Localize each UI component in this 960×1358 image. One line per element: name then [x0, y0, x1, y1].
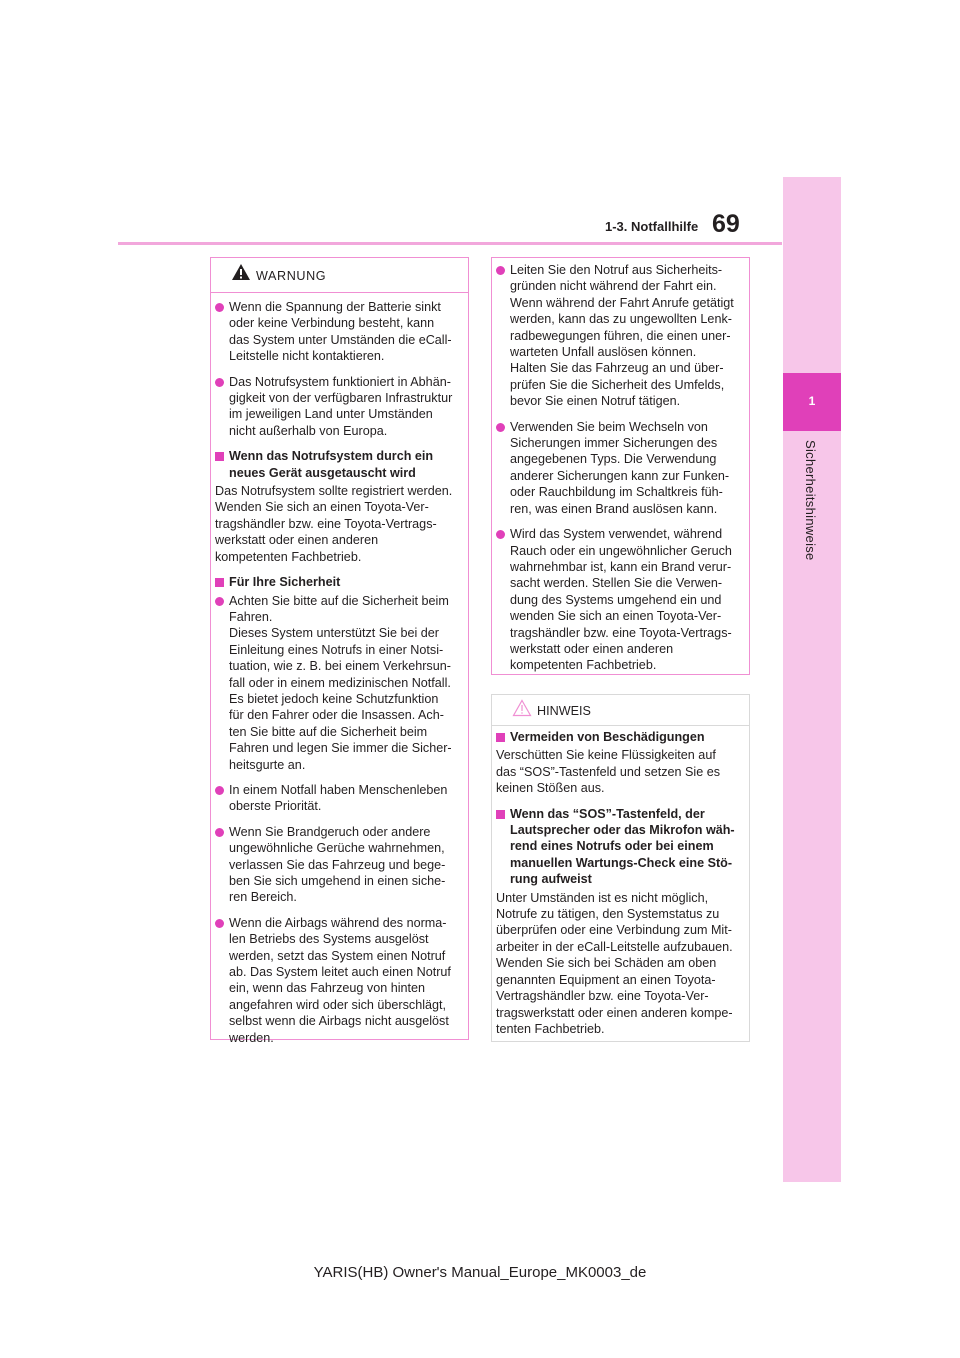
- page-number: 69: [712, 210, 740, 238]
- text-line: selbst wenn die Airbags nicht ausgelöst: [229, 1014, 449, 1029]
- bullet-dot: [496, 423, 505, 432]
- bullet-item: [496, 262, 737, 410]
- text-line: Wenn während der Fahrt Anrufe getätigt: [510, 295, 734, 310]
- bullet-item: [215, 915, 456, 1046]
- text-line: heitsgurte an.: [229, 757, 306, 772]
- text-line: Vermeiden von Beschädigungen: [510, 730, 705, 744]
- text-line: rend eines Notrufs oder bei einem: [510, 839, 714, 854]
- bullet-dot: [215, 597, 224, 606]
- bullet-dot: [215, 919, 224, 928]
- text-line: prüfen Sie die Sicherheit des Umfelds,: [510, 377, 725, 392]
- bullet-item: [496, 419, 737, 517]
- warning-triangle-icon: [231, 263, 251, 281]
- text-line: verlassen Sie das Fahrzeug und bege-: [229, 857, 446, 872]
- bullet-dot: [215, 786, 224, 795]
- text-line: Es bietet jedoch keine Schutzfunktion: [229, 691, 439, 706]
- text-line: tragshändler bzw. eine Toyota-Vertrags-: [510, 625, 732, 640]
- text-line: Einleitung eines Notrufs in einer Notsi-: [229, 642, 444, 657]
- text-line: Fahren.: [229, 609, 273, 624]
- text-line: Wenden Sie sich an einen Toyota-Ver-: [215, 500, 429, 515]
- text-line: überprüfen oder eine Verbindung zum Mit-: [496, 923, 732, 938]
- warning-box-content: [211, 293, 468, 1046]
- section-title: 1-3. Notfallhilfe: [605, 219, 699, 234]
- text-line: Für Ihre Sicherheit: [229, 575, 341, 590]
- warning-box-title: WARNUNG: [256, 269, 327, 283]
- square-marker: [496, 733, 505, 742]
- text-line: oder keine Verbindung besteht, kann: [229, 316, 435, 331]
- text-line: Notrufe zu tätigen, den Systemstatus zu: [496, 907, 720, 922]
- warning-box-continued: [491, 257, 750, 675]
- warning-box-continued-content: [492, 258, 749, 674]
- text-line: Achten Sie bitte auf die Sicherheit beim: [229, 593, 449, 608]
- bullet-item: [496, 526, 737, 674]
- square-marker: [496, 810, 505, 819]
- text-line: len Betriebs des Systems ausgelöst: [229, 932, 429, 947]
- text-line: Lautsprecher oder das Mikrofon wäh-: [510, 823, 735, 838]
- text-line: rung aufweist: [510, 872, 592, 887]
- chapter-title: Sicherheitshinweise: [803, 440, 818, 561]
- text-line: sacht werden. Stellen Sie die Verwen-: [510, 576, 723, 591]
- text-line: neues Gerät ausgetauscht wird: [229, 465, 416, 480]
- text-line: bevor Sie einen Notruf tätigen.: [510, 394, 681, 409]
- warning-box: [210, 257, 469, 1045]
- bullet-item: [215, 824, 456, 906]
- text-line: keinen Stößen aus.: [496, 781, 605, 796]
- bullet-item: [215, 374, 456, 440]
- chapter-number: 1: [808, 394, 816, 408]
- footer-text: YARIS(HB) Owner's Manual_Europe_MK0003_de: [313, 1264, 647, 1281]
- text-line: ben Sie sich umgehend in einen siche-: [229, 874, 446, 888]
- text-line: tenten Fachbetrieb.: [496, 1021, 605, 1036]
- text-line: das “SOS”-Tastenfeld und setzen Sie es: [496, 764, 721, 779]
- text-line: werden, setzt das System einen Notruf: [229, 948, 446, 963]
- section-heading: [215, 574, 456, 590]
- text-line: kompetenten Fachbetrieb.: [215, 549, 362, 564]
- notice-box-content: [492, 726, 749, 1037]
- bullet-dot: [215, 378, 224, 387]
- text-line: Verschütten Sie keine Flüssigkeiten auf: [496, 748, 716, 763]
- bullet-dot: [496, 266, 505, 275]
- text-line: tragshändler bzw. eine Toyota-Vertrags-: [215, 516, 437, 531]
- side-tab: [783, 177, 841, 1182]
- section-paragraph: [496, 890, 737, 1038]
- text-line: tragswerkstatt oder einen anderen kompe-: [496, 1005, 733, 1020]
- text-line: Halten Sie das Fahrzeug an und über-: [510, 361, 724, 376]
- section-paragraph: [496, 747, 737, 796]
- header-rule: [118, 242, 782, 245]
- text-line: Dieses System unterstützt Sie bei der: [229, 626, 439, 641]
- warning-box-header: [211, 258, 468, 293]
- text-line: wahrnehmbar ist, kann ein Brand verur-: [510, 559, 732, 574]
- text-line: Verwenden Sie beim Wechseln von: [510, 419, 708, 434]
- notice-box-header: [492, 695, 749, 726]
- text-line: radbewegungen führen, die einen uner-: [510, 328, 731, 343]
- text-line: Das Notrufsystem funktioniert in Abhän-: [229, 374, 451, 389]
- text-line: ungewöhnliche Gerüche wahrnehmen,: [229, 841, 445, 856]
- square-marker: [215, 452, 224, 461]
- bullet-dot: [215, 303, 224, 312]
- notice-box-title: HINWEIS: [537, 704, 591, 718]
- text-line: Rauch oder ein ungewöhnlicher Geruch: [510, 543, 732, 558]
- section-heading: [496, 806, 737, 888]
- text-line: nicht außerhalb von Europa.: [229, 423, 388, 438]
- text-line: anderer Sicherungen kann zur Funken-: [510, 468, 730, 483]
- text-line: ren Bereich.: [229, 890, 297, 905]
- text-line: Das Notrufsystem sollte registriert werden.: [215, 484, 453, 499]
- text-line: Fahren und legen Sie immer die Sicher-: [229, 741, 452, 756]
- text-line: warteten Unfall auslösen können.: [510, 345, 697, 360]
- text-line: tuation, wie z. B. bei einem Verkehrsun-: [229, 659, 451, 674]
- caution-triangle-icon: [512, 699, 532, 717]
- bullet-item: [215, 593, 456, 773]
- text-line: Wenn die Spannung der Batterie sinkt: [229, 300, 441, 314]
- text-line: Unter Umständen ist es nicht möglich,: [496, 890, 709, 905]
- text-line: ren, was einen Brand auslösen kann.: [510, 501, 718, 516]
- text-line: werden.: [229, 1030, 274, 1045]
- text-line: manuellen Wartungs-Check eine Stö-: [510, 855, 733, 870]
- text-line: Wenn das Notrufsystem durch ein: [229, 449, 434, 464]
- text-line: Wenn die Airbags während des norma-: [229, 915, 447, 930]
- text-line: kompetenten Fachbetrieb.: [510, 658, 657, 673]
- text-line: ten Sie bitte auf die Sicherheit beim: [229, 724, 428, 739]
- bullet-item: [215, 299, 456, 365]
- section-paragraph: [215, 483, 456, 565]
- text-line: Leiten Sie den Notruf aus Sicherheits-: [510, 263, 723, 277]
- text-line: In einem Notfall haben Menschenleben: [229, 782, 448, 797]
- text-line: werden, kann das zu ungewollten Lenk-: [510, 312, 732, 327]
- text-line: angefahren wird oder sich überschlägt,: [229, 997, 447, 1012]
- text-line: Sicherungen immer Sicherungen des: [510, 436, 718, 451]
- text-line: das System unter Umständen die eCall-: [229, 332, 452, 347]
- text-line: arbeiter in der eCall-Leitstelle aufzubauen.: [496, 939, 733, 954]
- text-line: oder Rauchbildung im Schaltkreis füh-: [510, 485, 723, 500]
- text-line: genannten Equipment an einen Toyota-: [496, 972, 716, 987]
- text-line: Wenn Sie Brandgeruch oder andere: [229, 824, 431, 839]
- text-line: im jeweiligen Land unter Umständen: [229, 407, 433, 422]
- bullet-dot: [496, 530, 505, 539]
- text-line: werkstatt oder einen anderen: [215, 533, 379, 548]
- text-line: Wenn das “SOS”-Tastenfeld, der: [510, 806, 705, 821]
- section-heading: [215, 448, 456, 481]
- text-line: fall oder in einem medizinischen Notfall.: [229, 675, 451, 690]
- text-line: Wenden Sie sich bei Schäden am oben: [496, 956, 717, 971]
- text-line: Vertragshändler bzw. eine Toyota-Ver-: [496, 989, 709, 1004]
- bullet-item: [215, 782, 456, 815]
- text-line: ein, wenn das Fahrzeug von hinten: [229, 981, 426, 996]
- text-line: wenden Sie sich an einen Toyota-Ver-: [510, 609, 722, 624]
- square-marker: [215, 578, 224, 587]
- text-line: Leitstelle nicht kontaktieren.: [229, 349, 385, 364]
- text-line: dung des Systems umgehend ein und: [510, 592, 722, 607]
- text-line: oberste Priorität.: [229, 799, 322, 814]
- section-heading: [496, 729, 737, 745]
- text-line: Wird das System verwendet, während: [510, 527, 723, 542]
- text-line: ab. Das System leitet auch einen Notruf: [229, 965, 451, 980]
- text-line: für den Fahrer oder die Insassen. Ach-: [229, 708, 444, 723]
- text-line: gründen nicht während der Fahrt ein.: [510, 279, 717, 294]
- text-line: werkstatt oder einen anderen: [510, 641, 674, 656]
- bullet-dot: [215, 828, 224, 837]
- notice-box: [491, 694, 750, 1042]
- text-line: angegebenen Typs. Die Verwendung: [510, 452, 717, 467]
- text-line: gigkeit von der verfügbaren Infrastruktur: [229, 391, 453, 406]
